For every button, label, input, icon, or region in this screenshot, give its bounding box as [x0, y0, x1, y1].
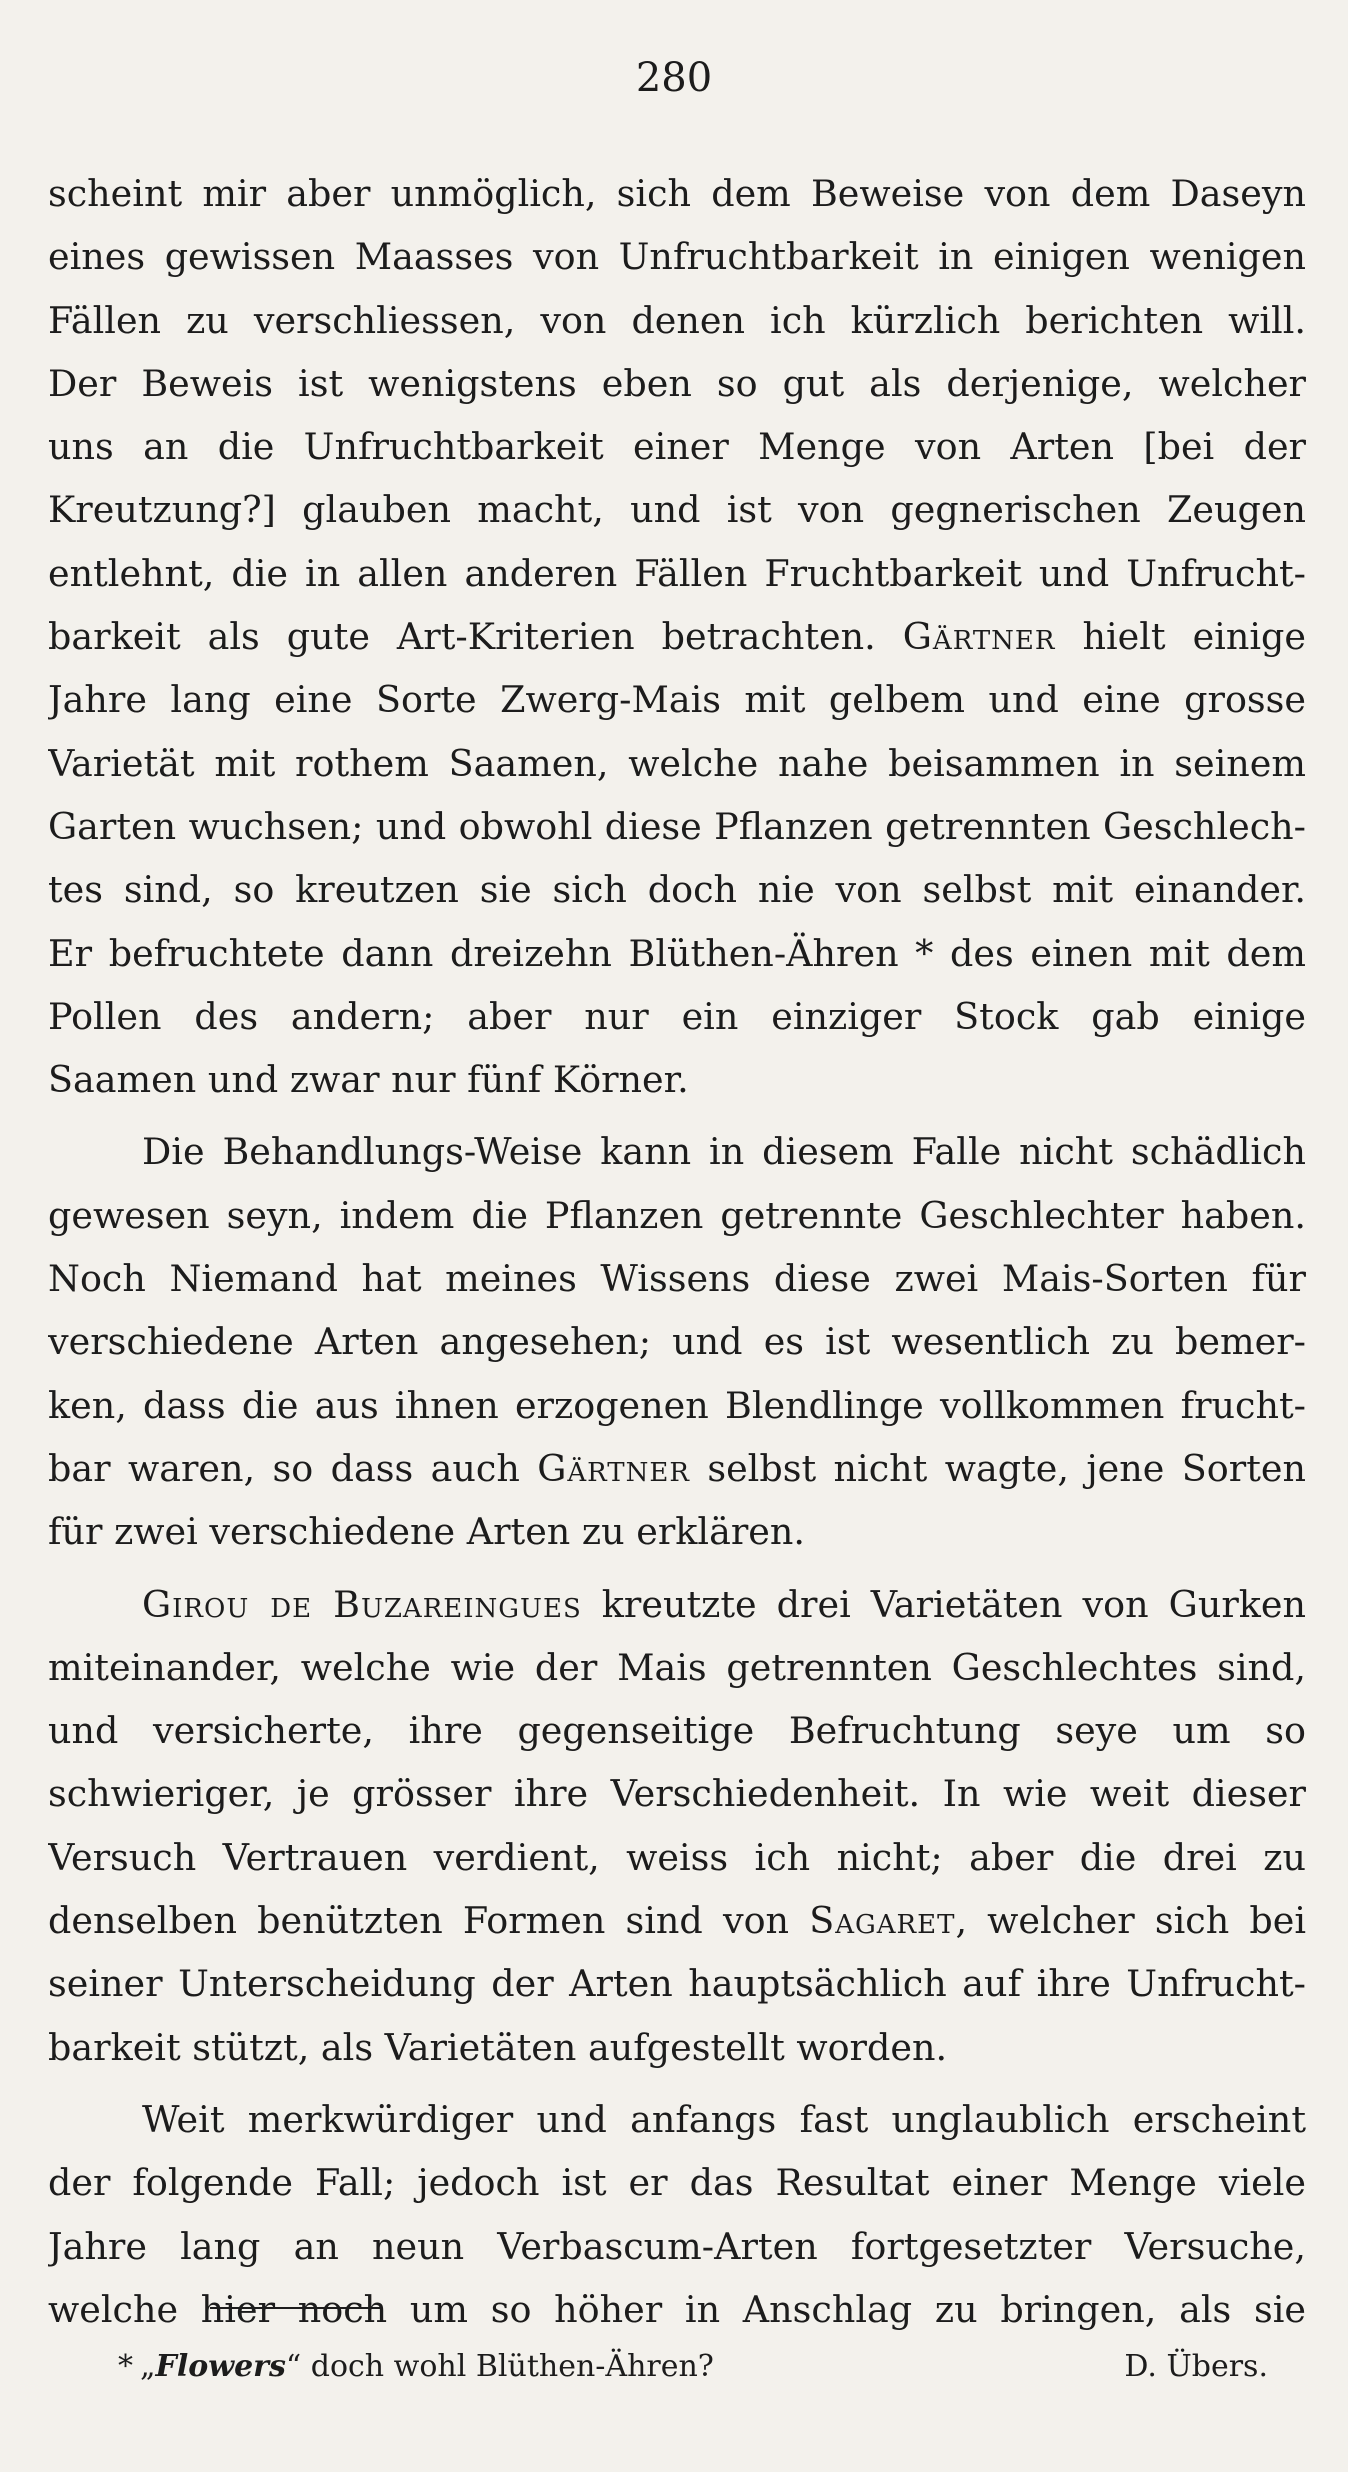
text-line: Noch Niemand hat meines Wissens diese zwei Mais-Sorten für	[48, 1257, 1306, 1301]
text-line	[48, 1437, 1306, 1500]
text-run: barkeit als gute Art-Kriterien betrachten.	[48, 615, 903, 659]
text-line: Kreutzung?] glauben macht, und ist von gegnerischen Zeugen	[48, 488, 1306, 532]
text-line: für zwei verschiedene Arten zu erklären.	[48, 1510, 806, 1554]
text-line: eines gewissen Maasses von Unfruchtbarkeit in einigen wenigen	[48, 235, 1306, 279]
author-name: Girou de Buzareingues	[142, 1582, 582, 1626]
footnote-divider	[210, 2307, 380, 2309]
quote-close: “	[285, 2349, 302, 2384]
translator-signature: D. Übers.	[1124, 2349, 1268, 2384]
footnote	[118, 2342, 1268, 2392]
text-run: kreutzte drei Varietäten von Gurken	[581, 1582, 1306, 1626]
author-name: Gärtner	[537, 1446, 690, 1490]
paragraph-start-line: Die Behandlungs-Weise kann in diesem Falle nicht schädlich	[142, 1130, 1306, 1174]
text-run: , welcher sich bei	[955, 1899, 1306, 1943]
text-line: seiner Unterscheidung der Arten hauptsächlich auf ihre Unfrucht-	[48, 1962, 1306, 2006]
text-line: scheint mir aber unmöglich, sich dem Beweise von dem Daseyn	[48, 172, 1306, 215]
page-number: 280	[635, 55, 713, 101]
text-line: gewesen seyn, indem die Pflanzen getrennte Geschlechter haben.	[48, 1193, 1306, 1237]
text-line: Der Beweis ist wenigstens eben so gut als derjenige, welcher	[48, 361, 1306, 405]
footnote-body: doch wohl Blüthen-Ähren?	[301, 2349, 714, 2384]
text-line: Jahre lang an neun Verbascum-Arten fortgesetzter Versuche,	[48, 2224, 1306, 2268]
text-run: denselben benützten Formen sind von	[48, 1899, 810, 1943]
author-name: Gärtner	[902, 615, 1056, 659]
text-line: schwieriger, je grösser ihre Verschiedenheit. In wie weit dieser	[48, 1772, 1306, 1816]
text-run: bar waren, so dass auch	[48, 1446, 538, 1490]
text-line: ken, dass die aus ihnen erzogenen Blendlinge vollkommen frucht-	[48, 1383, 1306, 1427]
body-text	[48, 162, 1306, 2341]
text-run: selbst nicht wagte, jene Sorten	[689, 1446, 1306, 1490]
footnote-mark: *	[118, 2349, 133, 2384]
text-line: uns an die Unfruchtbarkeit einer Menge von Arten [bei der	[48, 425, 1306, 469]
paragraph-start-line	[48, 1573, 1306, 1636]
text-run: hielt einige	[1055, 615, 1306, 659]
author-name: Sagaret	[809, 1899, 956, 1943]
text-line: Varietät mit rothem Saamen, welche nahe beisammen in seinem	[48, 741, 1306, 785]
text-line: miteinander, welche wie der Mais getrennten Geschlechtes sind,	[48, 1645, 1306, 1689]
text-line: Saamen und zwar nur fünf Körner.	[48, 1058, 689, 1102]
text-line: barkeit stützt, als Varietäten aufgestellt worden.	[48, 2025, 948, 2069]
text-line: Er befruchtete dann dreizehn Blüthen-Ähren * des einen mit dem	[48, 931, 1306, 975]
footnote-term: Flowers	[155, 2349, 286, 2384]
paragraph-start-line: Weit merkwürdiger und anfangs fast unglaublich erscheint	[142, 2097, 1306, 2141]
text-line: tes sind, so kreutzen sie sich doch nie von selbst mit einander.	[48, 868, 1306, 912]
text-line: Versuch Vertrauen verdient, weiss ich nicht; aber die drei zu	[48, 1835, 1306, 1879]
text-line	[48, 1889, 1306, 1952]
text-line: und versicherte, ihre gegenseitige Befruchtung seye um so	[48, 1709, 1306, 1753]
quote-open: „	[140, 2349, 156, 2384]
text-line: der folgende Fall; jedoch ist er das Resultat einer Menge viele	[48, 2161, 1306, 2205]
text-line: entlehnt, die in allen anderen Fällen Fruchtbarkeit und Unfrucht-	[48, 551, 1306, 595]
text-line: Fällen zu verschliessen, von denen ich kürzlich berichten will.	[48, 298, 1306, 342]
text-line	[48, 605, 1306, 668]
text-line: welche hier noch um so höher in Anschlag zu bringen, als sie	[48, 2287, 1306, 2331]
text-line: Jahre lang eine Sorte Zwerg-Mais mit gelbem und eine grosse	[48, 678, 1306, 722]
text-line: Garten wuchsen; und obwohl diese Pflanzen getrennten Geschlech-	[48, 804, 1306, 848]
text-line: verschiedene Arten angesehen; und es ist wesentlich zu bemer-	[48, 1320, 1306, 1364]
text-line: Pollen des andern; aber nur ein einziger Stock gab einige	[48, 994, 1306, 1038]
footnote-text	[140, 2349, 714, 2384]
